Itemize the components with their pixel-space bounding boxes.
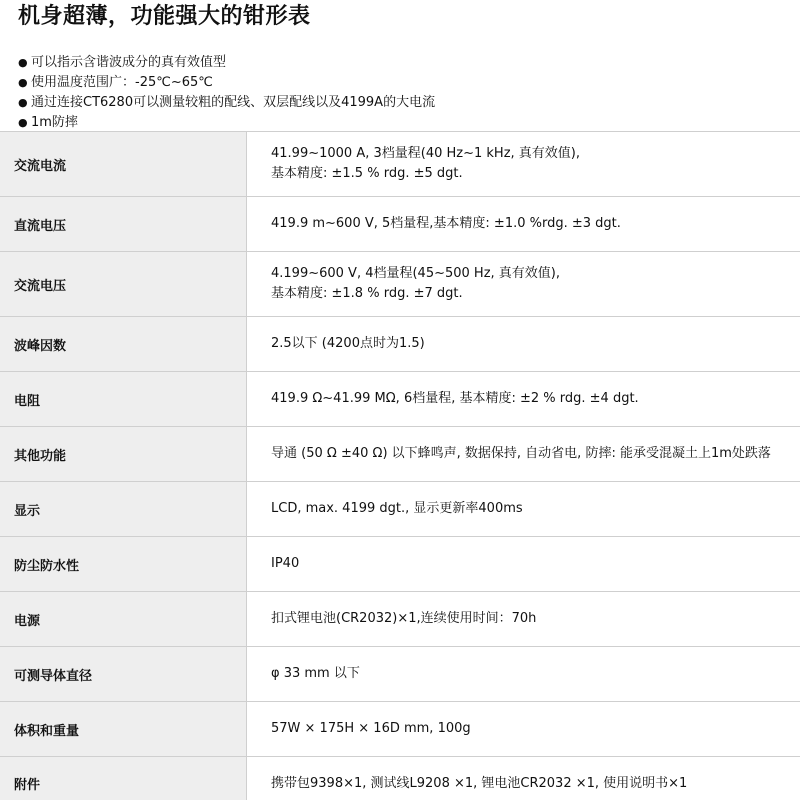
spec-label: 其他功能 <box>0 427 247 482</box>
spec-value-line: 扣式锂电池(CR2032)×1,连续使用时间：70h <box>271 611 537 626</box>
bullet-icon: ● <box>18 56 28 69</box>
spec-label: 电源 <box>0 592 247 647</box>
feature-item <box>18 93 435 113</box>
spec-value-line: 导通 (50 Ω ±40 Ω) 以下蜂鸣声, 数据保持, 自动省电, 防摔: 能承受混凝土上1m处跌落 <box>271 446 771 461</box>
spec-value-line: 419.9 m~600 V, 5档量程,基本精度: ±1.0 %rdg. ±3 dgt. <box>271 216 621 231</box>
spec-value <box>247 197 800 252</box>
spec-value-line: 基本精度: ±1.8 % rdg. ±7 dgt. <box>271 286 463 301</box>
spec-row-power <box>0 592 800 647</box>
spec-value-line: 2.5以下 (4200点时为1.5) <box>271 336 425 351</box>
spec-value-line: LCD, max. 4199 dgt., 显示更新率400ms <box>271 501 523 516</box>
spec-row-ac-current <box>0 132 800 197</box>
spec-row-other-functions <box>0 427 800 482</box>
spec-label: 交流电压 <box>0 252 247 317</box>
spec-value-line: φ 33 mm 以下 <box>271 666 360 681</box>
bullet-icon: ● <box>18 76 28 89</box>
spec-value <box>247 702 800 757</box>
spec-value-line: 41.99~1000 A, 3档量程(40 Hz~1 kHz, 真有效值), <box>271 146 580 161</box>
spec-label: 可测导体直径 <box>0 647 247 702</box>
spec-value <box>247 132 800 197</box>
spec-label: 波峰因数 <box>0 317 247 372</box>
spec-label: 显示 <box>0 482 247 537</box>
spec-row-ac-voltage <box>0 252 800 317</box>
bullet-icon: ● <box>18 96 28 109</box>
spec-value-line: 携带包9398×1, 测试线L9208 ×1, 锂电池CR2032 ×1, 使用说明书×1 <box>271 775 688 791</box>
spec-row-size-weight <box>0 702 800 757</box>
spec-value <box>247 427 800 482</box>
bullet-icon: ● <box>18 116 28 129</box>
feature-item <box>18 53 435 73</box>
spec-row-resistance <box>0 372 800 427</box>
spec-label: 直流电压 <box>0 197 247 252</box>
spec-value-line: IP40 <box>271 556 300 571</box>
spec-label: 附件 <box>0 757 247 800</box>
spec-row-crest-factor <box>0 317 800 372</box>
spec-value-line: 419.9 Ω~41.99 MΩ, 6档量程, 基本精度: ±2 % rdg. ±4 dgt. <box>271 391 639 406</box>
feature-list <box>18 53 435 133</box>
spec-label: 电阻 <box>0 372 247 427</box>
feature-item <box>18 113 435 133</box>
spec-value-line: 基本精度: ±1.5 % rdg. ±5 dgt. <box>271 166 463 181</box>
feature-item <box>18 73 435 93</box>
spec-table <box>0 131 800 800</box>
spec-value <box>247 757 800 800</box>
feature-text: 可以指示含谐波成分的真有效值型 <box>31 55 227 70</box>
spec-value <box>247 317 800 372</box>
spec-value <box>247 537 800 592</box>
page-title: 机身超薄，功能强大的钳形表 <box>18 4 311 29</box>
spec-label: 交流电流 <box>0 132 247 197</box>
feature-text: 1m防摔 <box>31 115 78 130</box>
spec-label: 防尘防水性 <box>0 537 247 592</box>
spec-row-display <box>0 482 800 537</box>
spec-row-ip-rating <box>0 537 800 592</box>
spec-row-accessories <box>0 757 800 800</box>
spec-value <box>247 482 800 537</box>
spec-label: 体积和重量 <box>0 702 247 757</box>
spec-value <box>247 592 800 647</box>
spec-row-conductor-diameter <box>0 647 800 702</box>
spec-value <box>247 647 800 702</box>
spec-value <box>247 252 800 317</box>
spec-value-line: 4.199~600 V, 4档量程(45~500 Hz, 真有效值), <box>271 266 561 281</box>
feature-text: 通过连接CT6280可以测量较粗的配线、双层配线以及4199A的大电流 <box>31 95 436 110</box>
feature-text: 使用温度范围广：-25℃~65℃ <box>31 75 213 90</box>
spec-value-line: 57W × 175H × 16D mm, 100g <box>271 721 471 736</box>
spec-row-dc-voltage <box>0 197 800 252</box>
spec-value <box>247 372 800 427</box>
